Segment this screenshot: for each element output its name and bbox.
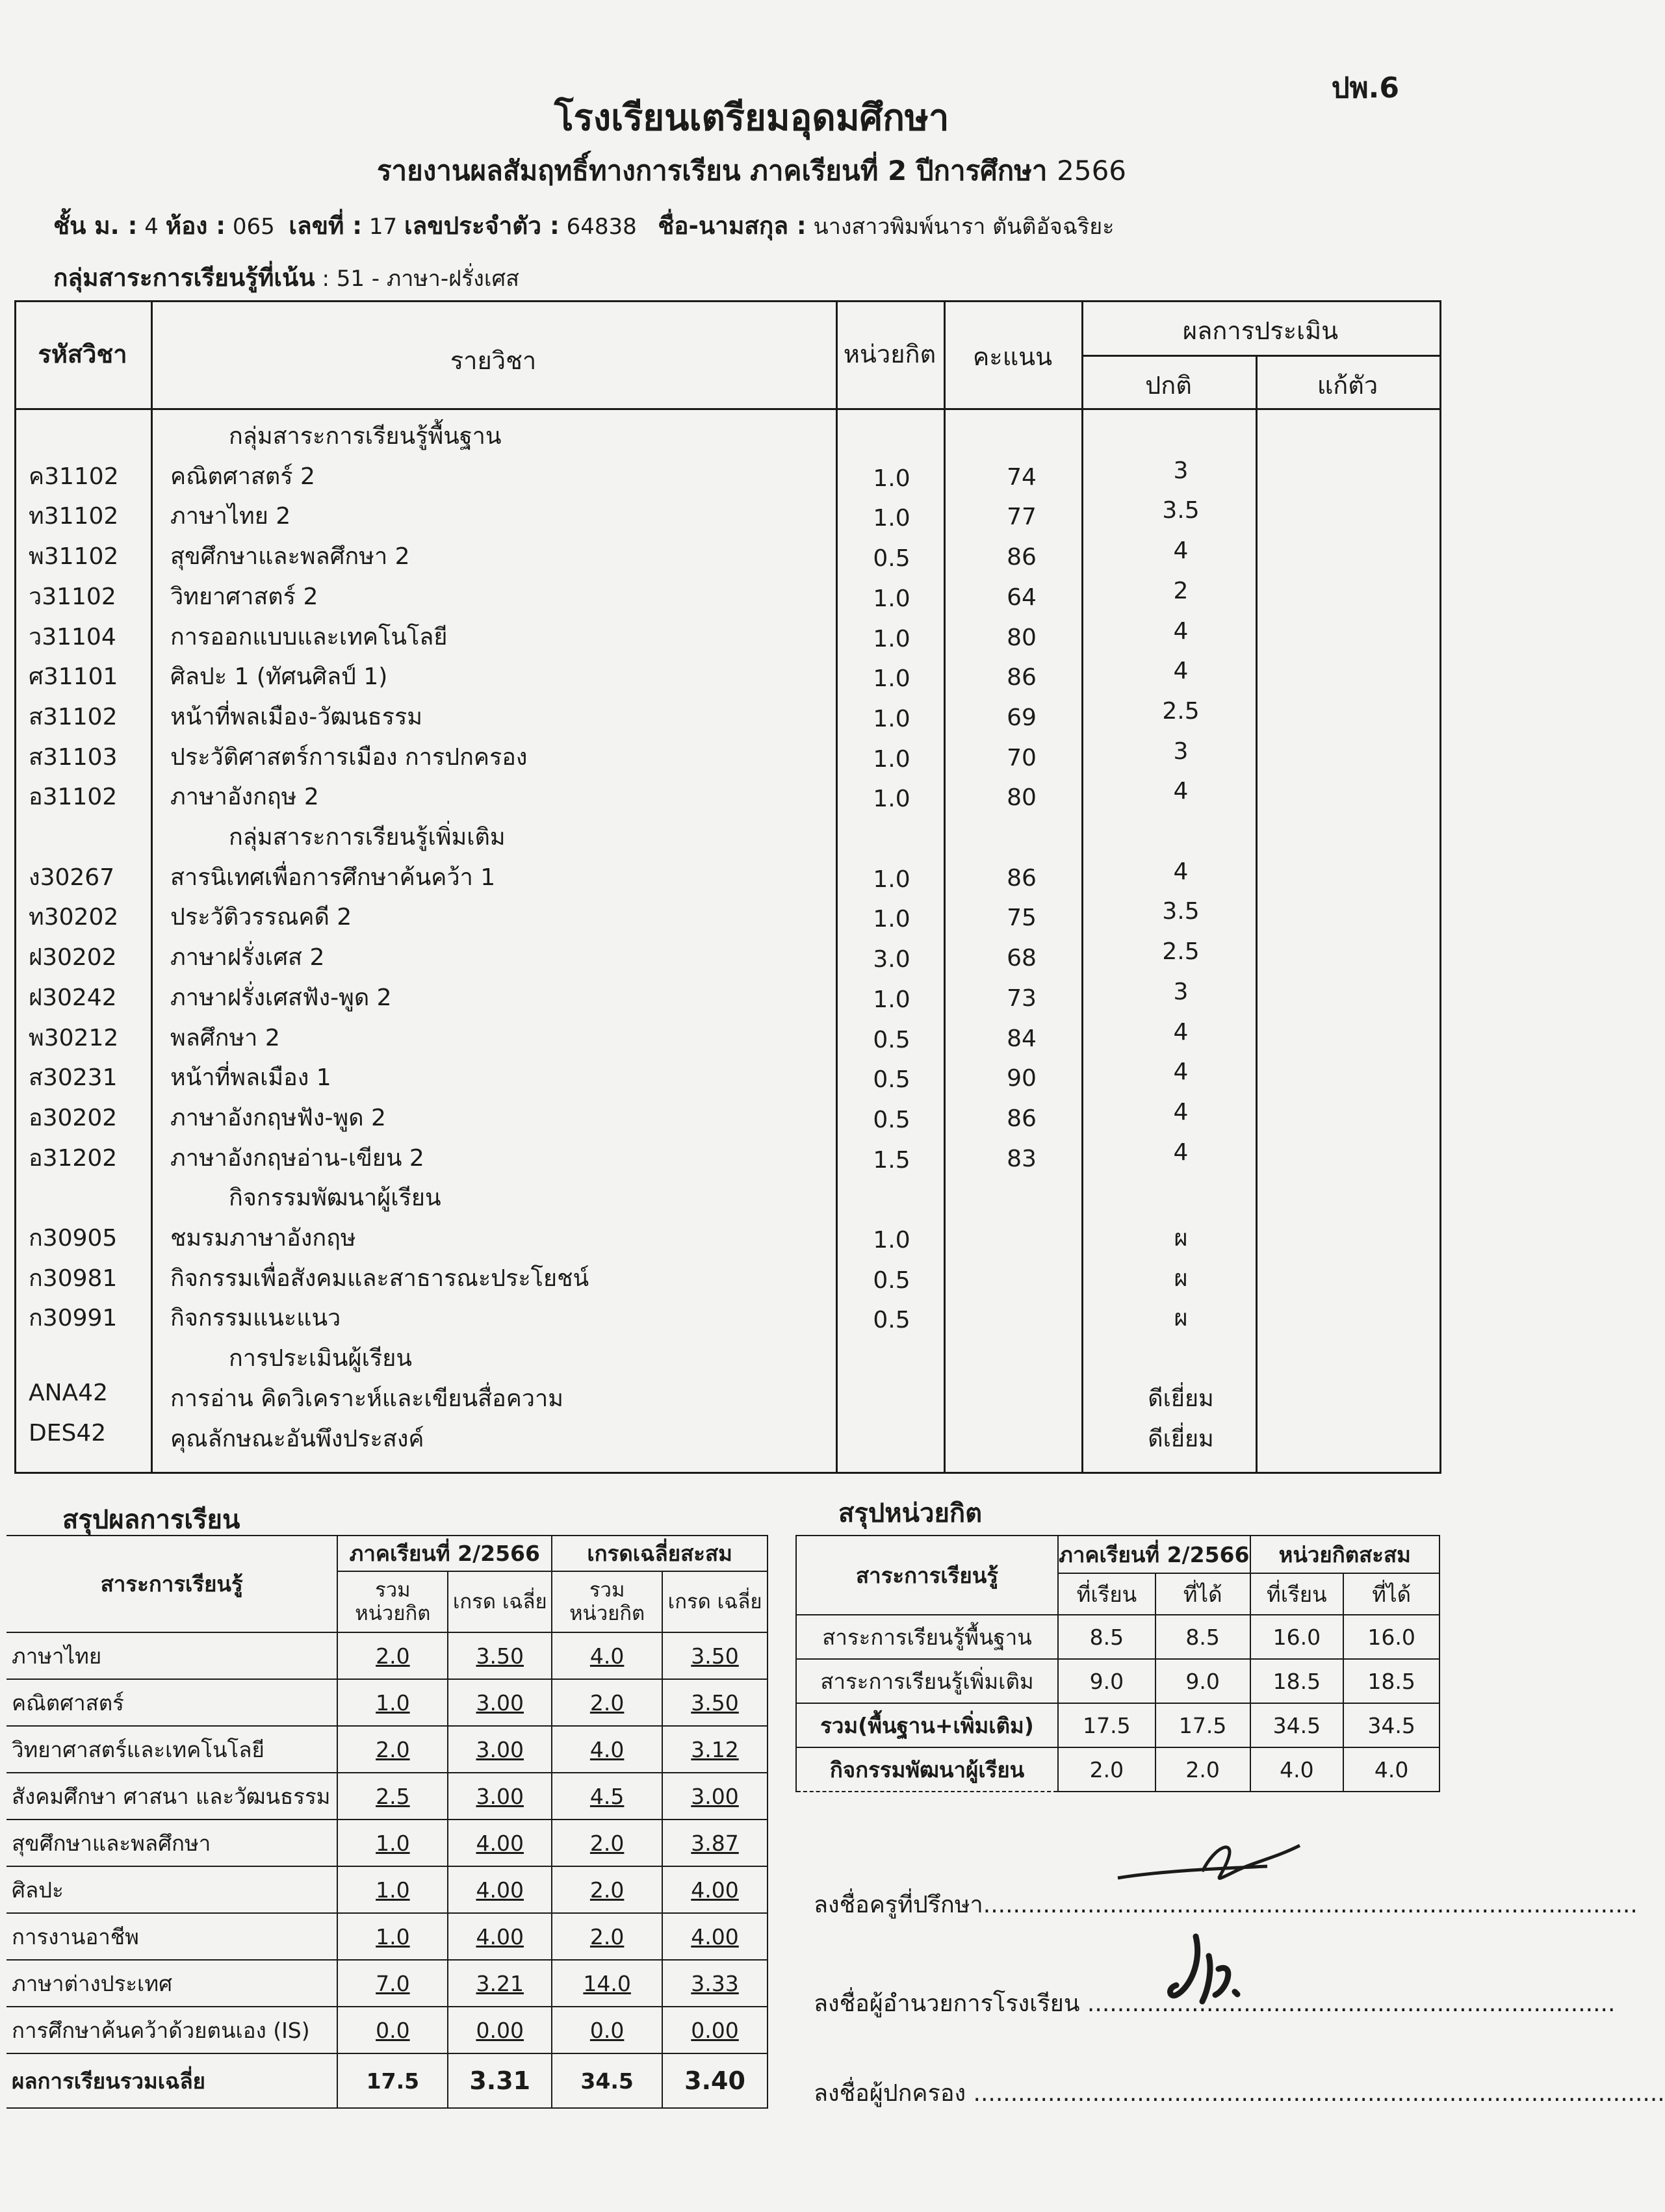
course-name: การออกแบบและเทคโนโลยี — [170, 623, 448, 650]
program-label: กลุ่มสาระการเรียนรู้ที่เน้น — [53, 264, 315, 292]
cum-credits: 4.0 — [552, 1632, 662, 1679]
term-credits: 1.0 — [337, 1820, 448, 1866]
course-credit: 1.5 — [873, 1146, 910, 1174]
summary-row — [6, 1726, 768, 1773]
table-row — [14, 492, 1441, 532]
course-grade: 4 — [1173, 617, 1189, 645]
header-cumulative: เกรดเฉลี่ยสะสม — [552, 1536, 768, 1571]
course-grade: ดีเยี่ยม — [1148, 1385, 1214, 1412]
course-credit: 0.5 — [873, 1026, 910, 1053]
course-grade: 4 — [1173, 1018, 1189, 1046]
course-grade: 4 — [1173, 1138, 1189, 1166]
course-code: ฝ30202 — [29, 944, 117, 971]
course-name: ภาษาอังกฤษ 2 — [170, 784, 319, 811]
course-name: สุขศึกษาและพลศึกษา 2 — [170, 543, 410, 571]
course-code: อ30202 — [29, 1104, 118, 1131]
credit-summary-row — [796, 1703, 1439, 1747]
course-code: ว31104 — [29, 623, 116, 650]
course-credit: 1.0 — [873, 986, 910, 1013]
advisor-signature-line: ลงชื่อครูที่ปรึกษา........................................................................................ — [814, 1892, 1638, 1918]
group-header-row — [14, 412, 1441, 452]
course-code: ง30267 — [29, 864, 115, 891]
summary-row — [6, 1679, 768, 1726]
advisor-signature-mark — [1105, 1833, 1326, 1904]
summary-row — [6, 2007, 768, 2053]
course-name: ประวัติวรรณคดี 2 — [170, 904, 352, 931]
course-name: กิจกรรมเพื่อสังคมและสาธารณะประโยชน์ — [170, 1265, 589, 1292]
name-value: นางสาวพิมพ์นารา ตันติอัจฉริยะ — [813, 214, 1115, 240]
course-code: อ31102 — [29, 784, 118, 811]
summary-row — [6, 1866, 768, 1913]
group-label: การประเมินผู้เรียน — [229, 1345, 412, 1372]
header-subject-area: สาระการเรียนรู้ — [796, 1536, 1058, 1615]
cum-credits: 2.0 — [552, 1866, 662, 1913]
course-credit: 1.0 — [873, 1227, 910, 1254]
subject-area-label: สังคมศึกษา ศาสนา และวัฒนธรรม — [6, 1773, 337, 1820]
cum-gpa: 3.50 — [662, 1679, 768, 1726]
course-credit: 1.0 — [873, 505, 910, 532]
table-row — [14, 613, 1441, 653]
report-title-text: รายงานผลสัมฤทธิ์ทางการเรียน ภาคเรียนที่ 2 ปีการศึกษา — [376, 155, 1048, 186]
course-code: ศ31101 — [29, 663, 118, 691]
course-credit: 1.0 — [873, 745, 910, 773]
course-grade: 3 — [1173, 978, 1189, 1005]
director-signature-mark — [1157, 1923, 1261, 2021]
course-score: 64 — [1007, 584, 1037, 611]
course-code: ส30231 — [29, 1064, 118, 1092]
term-credits: 2.5 — [337, 1773, 448, 1820]
director-signature-line: ลงชื่อผู้อำนวยการโรงเรียน ....................................................................... — [814, 1990, 1616, 2017]
course-grade: 2.5 — [1162, 938, 1200, 966]
course-grade: 3 — [1173, 738, 1189, 765]
course-code: ก30981 — [29, 1265, 118, 1292]
course-name: ภาษาฝรั่งเศสฟัง-พูด 2 — [170, 984, 392, 1011]
term-gpa: 3.00 — [448, 1773, 552, 1820]
course-credit: 1.0 — [873, 786, 910, 813]
term-gpa: 3.00 — [448, 1679, 552, 1726]
header-code: รหัสวิชา — [38, 340, 127, 368]
number-value: 17 — [368, 214, 398, 240]
course-grade: 4 — [1173, 778, 1189, 805]
credit-category-label: สาระการเรียนรู้เพิ่มเติม — [796, 1659, 1058, 1703]
header-term-studied: ที่เรียน — [1058, 1573, 1155, 1615]
cum-credits: 2.0 — [552, 1913, 662, 1960]
divider — [1081, 355, 1439, 357]
course-score: 70 — [1007, 744, 1037, 771]
course-grade: 2 — [1173, 577, 1189, 604]
course-credit: 1.0 — [873, 866, 910, 893]
header-subject: รายวิชา — [450, 346, 537, 375]
summary-results-body — [6, 1632, 768, 2053]
term-earned: 2.0 — [1155, 1747, 1250, 1792]
class-label: ชั้น ม. : — [53, 212, 138, 240]
course-name: สารนิเทศเพื่อการศึกษาค้นคว้า 1 — [170, 864, 496, 891]
term-earned: 8.5 — [1155, 1615, 1250, 1659]
course-credit: 1.0 — [873, 665, 910, 693]
table-row — [14, 1254, 1441, 1294]
table-row — [14, 1094, 1441, 1134]
table-row — [14, 853, 1441, 894]
cum-gpa: 3.33 — [662, 1960, 768, 2007]
course-code: อ31202 — [29, 1144, 118, 1172]
term-gpa: 0.00 — [448, 2007, 552, 2053]
summary-row — [6, 1632, 768, 1679]
table-row — [14, 1374, 1441, 1415]
cum-credits: 4.0 — [552, 1726, 662, 1773]
cum-credits: 14.0 — [552, 1960, 662, 2007]
student-id-label: เลขประจำตัว : — [404, 212, 560, 240]
group-label: กิจกรรมพัฒนาผู้เรียน — [229, 1185, 441, 1212]
cum-studied: 18.5 — [1250, 1659, 1344, 1703]
table-row — [14, 452, 1441, 493]
table-row — [14, 1294, 1441, 1334]
header-correction: แก้ตัว — [1317, 371, 1378, 400]
course-score: 90 — [1007, 1065, 1037, 1092]
table-row — [14, 1415, 1441, 1455]
course-credit: 3.0 — [873, 946, 910, 973]
cum-gpa: 3.00 — [662, 1773, 768, 1820]
course-grade: ดีเยี่ยม — [1148, 1425, 1214, 1452]
table-row — [14, 572, 1441, 613]
header-cum-gpa: เกรด เฉลี่ย — [662, 1571, 768, 1632]
term-earned: 9.0 — [1155, 1659, 1250, 1703]
subject-area-label: คณิตศาสตร์ — [6, 1679, 337, 1726]
term-studied: 2.0 — [1058, 1747, 1155, 1792]
course-score: 83 — [1007, 1145, 1037, 1172]
course-code: ANA42 — [29, 1379, 108, 1406]
course-name: ชมรมภาษาอังกฤษ — [170, 1225, 356, 1252]
class-value: 4 — [144, 214, 159, 240]
course-code: ว31102 — [29, 583, 116, 610]
total-term-credits: 17.5 — [337, 2053, 448, 2108]
course-grade: 2.5 — [1162, 697, 1200, 725]
cum-credits: 4.5 — [552, 1773, 662, 1820]
cum-gpa: 3.87 — [662, 1820, 768, 1866]
group-header-row — [14, 813, 1441, 853]
parent-signature-line: ลงชื่อผู้ปกครอง ............................................................................................. — [814, 2080, 1665, 2107]
course-code: DES42 — [29, 1419, 107, 1447]
term-credits: 1.0 — [337, 1679, 448, 1726]
course-credit: 0.5 — [873, 1267, 910, 1294]
director-signature-label: ลงชื่อผู้อำนวยการโรงเรียน — [814, 1990, 1080, 2017]
credit-category-label: กิจกรรมพัฒนาผู้เรียน — [796, 1747, 1058, 1792]
header-cum-studied: ที่เรียน — [1250, 1573, 1344, 1615]
student-info — [53, 207, 1114, 245]
header-term: ภาคเรียนที่ 2/2566 — [337, 1536, 552, 1571]
school-name: โรงเรียนเตรียมอุดมศึกษา — [554, 97, 949, 139]
cum-earned: 18.5 — [1343, 1659, 1439, 1703]
total-term-gpa: 3.31 — [448, 2053, 552, 2108]
term-earned: 17.5 — [1155, 1703, 1250, 1747]
cum-studied: 34.5 — [1250, 1703, 1344, 1747]
number-label: เลขที่ : — [289, 212, 363, 240]
cum-gpa: 0.00 — [662, 2007, 768, 2053]
course-grade: 3.5 — [1162, 898, 1200, 925]
course-score: 86 — [1007, 544, 1037, 571]
cum-credits: 0.0 — [552, 2007, 662, 2053]
credit-category-label: สาระการเรียนรู้พื้นฐาน — [796, 1615, 1058, 1659]
course-name: คณิตศาสตร์ 2 — [170, 463, 315, 490]
term-credits: 7.0 — [337, 1960, 448, 2007]
course-credit: 1.0 — [873, 585, 910, 612]
summary-results-title: สรุปผลการเรียน — [62, 1505, 240, 1535]
course-grade: 4 — [1173, 537, 1189, 565]
term-credits: 2.0 — [337, 1726, 448, 1773]
course-score: 69 — [1007, 704, 1037, 731]
subject-area-label: การงานอาชีพ — [6, 1913, 337, 1960]
name-label: ชื่อ-นามสกุล : — [658, 212, 807, 240]
term-gpa: 3.00 — [448, 1726, 552, 1773]
total-label: ผลการเรียนรวมเฉลี่ย — [6, 2053, 337, 2108]
term-credits: 1.0 — [337, 1866, 448, 1913]
credit-summary-row — [796, 1659, 1439, 1703]
course-name: การอ่าน คิดวิเคราะห์และเขียนสื่อความ — [170, 1385, 563, 1412]
header-cum-credits: รวม หน่วยกิต — [552, 1571, 662, 1632]
course-credit: 0.5 — [873, 1307, 910, 1334]
course-score: 77 — [1007, 504, 1037, 531]
table-row — [14, 973, 1441, 1014]
header-term: ภาคเรียนที่ 2/2566 — [1058, 1536, 1250, 1573]
term-gpa: 4.00 — [448, 1913, 552, 1960]
course-grade: 4 — [1173, 1059, 1189, 1086]
credit-category-label: รวม(พื้นฐาน+เพิ่มเติม) — [796, 1703, 1058, 1747]
student-id-value: 64838 — [566, 214, 637, 240]
course-code: ค31102 — [29, 463, 119, 490]
course-name: พลศึกษา 2 — [170, 1024, 280, 1051]
header-cum-earned: ที่ได้ — [1343, 1573, 1439, 1615]
course-name: ประวัติศาสตร์การเมือง การปกครอง — [170, 743, 528, 771]
course-name: ภาษาอังกฤษอ่าน-เขียน 2 — [170, 1144, 424, 1172]
summary-row — [6, 1960, 768, 2007]
document-code: ปพ.6 — [1331, 71, 1399, 105]
course-score: 68 — [1007, 945, 1037, 972]
course-grade: ผ — [1174, 1265, 1188, 1292]
cum-studied: 4.0 — [1250, 1747, 1344, 1792]
term-studied: 8.5 — [1058, 1615, 1155, 1659]
program-value: : 51 - ภาษา-ฝรั่งเศส — [322, 266, 519, 292]
report-title — [0, 149, 1503, 192]
table-row — [14, 1053, 1441, 1094]
course-code: ส31102 — [29, 703, 118, 730]
course-score: 86 — [1007, 864, 1037, 892]
table-row — [14, 733, 1441, 773]
course-grade: 4 — [1173, 858, 1189, 885]
course-credit: 1.0 — [873, 625, 910, 652]
course-name: หน้าที่พลเมือง-วัฒนธรรม — [170, 703, 423, 730]
subject-area-label: ภาษาต่างประเทศ — [6, 1960, 337, 2007]
header-subject-area: สาระการเรียนรู้ — [6, 1536, 337, 1632]
group-header-row — [14, 1334, 1441, 1374]
cum-gpa: 3.12 — [662, 1726, 768, 1773]
summary-credits-body — [796, 1615, 1439, 1792]
total-cum-credits: 34.5 — [552, 2053, 662, 2108]
course-credit: 1.0 — [873, 465, 910, 492]
cum-gpa: 4.00 — [662, 1913, 768, 1960]
header-result: ผลการประเมิน — [1182, 316, 1339, 345]
cum-earned: 34.5 — [1343, 1703, 1439, 1747]
divider — [14, 408, 1439, 410]
term-gpa: 4.00 — [448, 1820, 552, 1866]
group-label: กลุ่มสาระการเรียนรู้พื้นฐาน — [229, 423, 502, 450]
grades-table — [14, 300, 1441, 1474]
course-credit: 0.5 — [873, 1106, 910, 1133]
course-name: ภาษาไทย 2 — [170, 503, 291, 530]
course-name: ภาษาฝรั่งเศส 2 — [170, 944, 325, 971]
subject-area-label: ภาษาไทย — [6, 1632, 337, 1679]
term-gpa: 3.21 — [448, 1960, 552, 2007]
course-score: 84 — [1007, 1025, 1037, 1052]
course-score: 80 — [1007, 624, 1037, 651]
subject-area-label: ศิลปะ — [6, 1866, 337, 1913]
course-credit: 0.5 — [873, 545, 910, 572]
parent-signature-label: ลงชื่อผู้ปกครอง — [814, 2080, 966, 2107]
table-row — [14, 1134, 1441, 1174]
course-grade: ผ — [1174, 1225, 1188, 1252]
cum-credits: 2.0 — [552, 1679, 662, 1726]
course-code: ส31103 — [29, 743, 118, 771]
term-credits: 1.0 — [337, 1913, 448, 1960]
course-score: 73 — [1007, 984, 1037, 1012]
table-row — [14, 652, 1441, 693]
program-info — [53, 259, 519, 297]
header-term-credits: รวม หน่วยกิต — [337, 1571, 448, 1632]
group-label: กลุ่มสาระการเรียนรู้เพิ่มเติม — [229, 824, 506, 851]
course-code: ก30905 — [29, 1225, 118, 1252]
credit-summary-row — [796, 1747, 1439, 1792]
table-row — [14, 693, 1441, 733]
course-code: ฝ30242 — [29, 984, 117, 1011]
room-value: 065 — [232, 214, 275, 240]
table-row — [14, 933, 1441, 973]
credit-summary-row — [796, 1615, 1439, 1659]
header-cumulative-credits: หน่วยกิตสะสม — [1250, 1536, 1440, 1573]
header-term-gpa: เกรด เฉลี่ย — [448, 1571, 552, 1632]
course-grade: ผ — [1174, 1305, 1188, 1332]
course-code: ท30202 — [29, 904, 119, 931]
cum-credits: 2.0 — [552, 1820, 662, 1866]
summary-row — [6, 1820, 768, 1866]
cum-studied: 16.0 — [1250, 1615, 1344, 1659]
table-row — [14, 1014, 1441, 1054]
total-cum-gpa: 3.40 — [662, 2053, 768, 2108]
summary-row — [6, 1773, 768, 1820]
cum-earned: 4.0 — [1343, 1747, 1439, 1792]
report-year: 2566 — [1057, 155, 1127, 186]
summary-row — [6, 1913, 768, 1960]
header-normal: ปกติ — [1145, 371, 1192, 400]
table-row — [14, 532, 1441, 572]
course-code: ก30991 — [29, 1305, 118, 1332]
course-grade: 3.5 — [1162, 497, 1200, 524]
header-term-earned: ที่ได้ — [1155, 1573, 1250, 1615]
course-grade: 4 — [1173, 1098, 1189, 1125]
summary-results-table — [6, 1535, 768, 2109]
term-gpa: 3.50 — [448, 1632, 552, 1679]
course-name: ภาษาอังกฤษฟัง-พูด 2 — [170, 1104, 386, 1131]
course-score: 86 — [1007, 664, 1037, 691]
summary-credits-table — [795, 1535, 1440, 1792]
header-credit: หน่วยกิต — [843, 340, 936, 368]
course-grade: 4 — [1173, 658, 1189, 685]
subject-area-label: สุขศึกษาและพลศึกษา — [6, 1820, 337, 1866]
advisor-signature-label: ลงชื่อครูที่ปรึกษา — [814, 1892, 983, 1918]
course-code: พ30212 — [29, 1024, 119, 1051]
table-row — [14, 773, 1441, 813]
course-name: ศิลปะ 1 (ทัศนศิลป์ 1) — [170, 663, 388, 691]
term-studied: 9.0 — [1058, 1659, 1155, 1703]
course-name: คุณลักษณะอันพึงประสงค์ — [170, 1425, 424, 1452]
course-name: กิจกรรมแนะแนว — [170, 1305, 341, 1332]
course-name: วิทยาศาสตร์ 2 — [170, 583, 318, 610]
header-score: คะแนน — [972, 342, 1053, 371]
term-studied: 17.5 — [1058, 1703, 1155, 1747]
course-code: ท31102 — [29, 503, 119, 530]
course-credit: 0.5 — [873, 1066, 910, 1094]
table-row — [14, 1214, 1441, 1254]
table-row — [14, 893, 1441, 933]
course-code: พ31102 — [29, 543, 119, 571]
group-header-row — [14, 1174, 1441, 1214]
cum-gpa: 4.00 — [662, 1866, 768, 1913]
course-grade: 3 — [1173, 457, 1189, 484]
term-credits: 0.0 — [337, 2007, 448, 2053]
course-score: 86 — [1007, 1105, 1037, 1132]
course-score: 75 — [1007, 905, 1037, 932]
cum-gpa: 3.50 — [662, 1632, 768, 1679]
cum-earned: 16.0 — [1343, 1615, 1439, 1659]
subject-area-label: วิทยาศาสตร์และเทคโนโลยี — [6, 1726, 337, 1773]
term-credits: 2.0 — [337, 1632, 448, 1679]
subject-area-label: การศึกษาค้นคว้าด้วยตนเอง (IS) — [6, 2007, 337, 2053]
course-name: หน้าที่พลเมือง 1 — [170, 1064, 331, 1092]
course-credit: 1.0 — [873, 705, 910, 732]
term-gpa: 4.00 — [448, 1866, 552, 1913]
course-credit: 1.0 — [873, 906, 910, 933]
summary-credits-title: สรุปหน่วยกิต — [838, 1498, 983, 1528]
room-label: ห้อง : — [165, 212, 226, 240]
course-score: 80 — [1007, 784, 1037, 812]
course-score: 74 — [1007, 463, 1037, 491]
